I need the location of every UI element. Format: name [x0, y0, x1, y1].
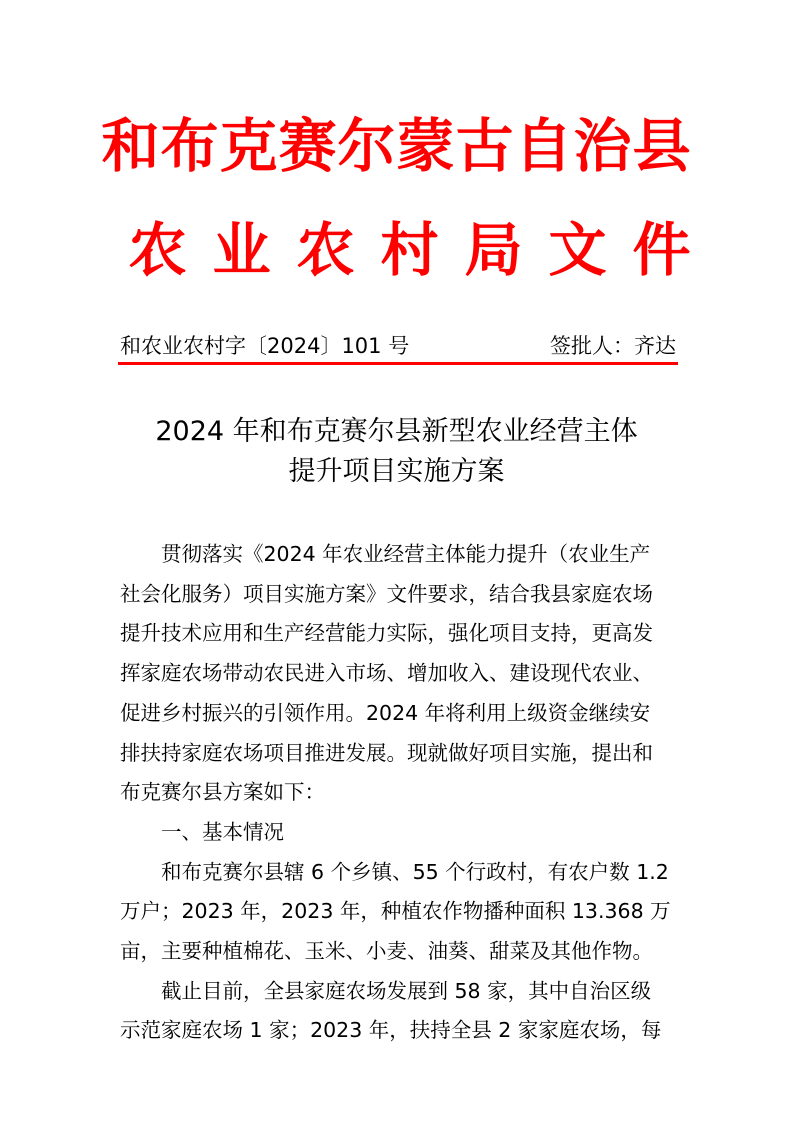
intro-paragraph [120, 535, 676, 813]
basic-info-paragraph [120, 853, 676, 972]
document-type-heading: 农业农村局文件 [128, 216, 717, 284]
family-farm-paragraph [120, 972, 676, 1051]
paragraph-line: 提升技术应用和生产经营能力实际，强化项目支持，更高发 [120, 621, 653, 646]
paragraph-line: 截止目前，全县家庭农场发展到 58 家，其中自治区级 [161, 978, 652, 1003]
paragraph-line: 排扶持家庭农场项目推进发展。现就做好项目实施，提出和 [120, 740, 653, 765]
signer: 签批人：齐达 [550, 334, 676, 358]
document-body [120, 535, 676, 1051]
paragraph-line: 布克赛尔县方案如下： [120, 780, 325, 805]
paragraph-line: 示范家庭农场 1 家；2023 年，扶持全县 2 家家庭农场，每 [120, 1018, 662, 1043]
section-heading [120, 813, 676, 853]
paragraph-line: 亩，主要种植棉花、玉米、小麦、油葵、甜菜及其他作物。 [120, 939, 653, 964]
paragraph-line: 促进乡村振兴的引领作用。2024 年将利用上级资金继续安 [120, 700, 651, 725]
paragraph-line: 贯彻落实《2024 年农业经营主体能力提升（农业生产 [161, 542, 651, 566]
paragraph-line: 社会化服务）项目实施方案》文件要求，结合我县家庭农场 [120, 581, 653, 606]
document-title-line-1: 2024 年和布克赛尔县新型农业经营主体 [155, 416, 638, 447]
paragraph-line: 挥家庭农场带动农民进入市场、增加收入、建设现代农业、 [120, 661, 653, 686]
paragraph-line: 万户；2023 年，2023 年，种植农作物播种面积 13.368 万 [120, 899, 671, 924]
document-title-line-2: 提升项目实施方案 [288, 456, 505, 487]
red-divider-line [118, 362, 678, 365]
paragraph-line: 和布克赛尔县辖 6 个乡镇、55 个行政村，有农户数 1.2 [161, 859, 669, 884]
document-number: 和农业农村字〔2024〕101 号 [120, 334, 410, 358]
issuer-name-heading: 和布克赛尔蒙古自治县 [101, 112, 692, 180]
section-heading-text: 一、基本情况 [161, 819, 284, 844]
